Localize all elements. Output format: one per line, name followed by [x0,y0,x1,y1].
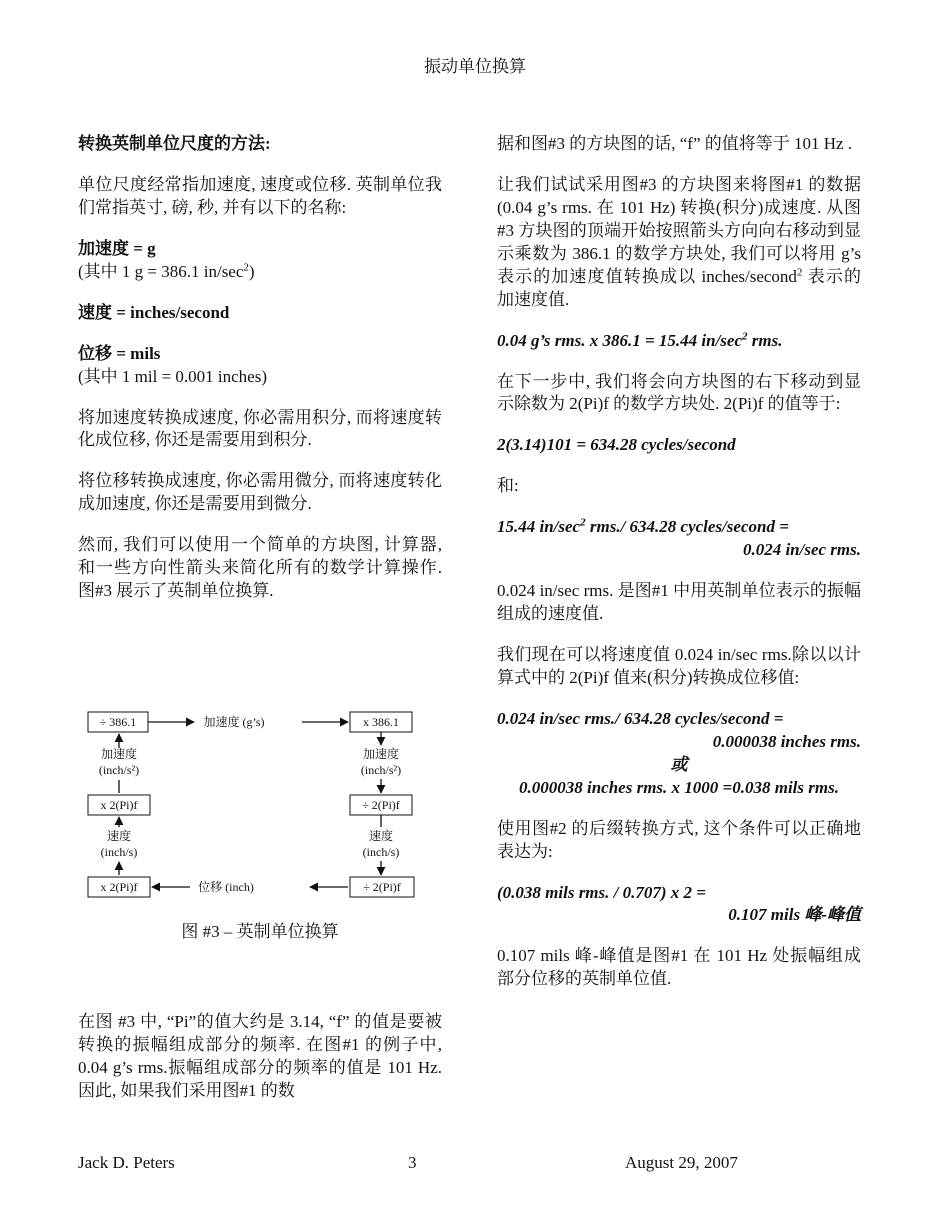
formula-peak: (0.038 mils rms. / 0.707) x 2 = 0.107 mils 峰-峰值 [497,882,861,925]
paragraph: 然而, 我们可以使用一个简单的方块图, 计算器, 和一些方向性箭头来简化所有的数学计算操作. 图#3 展示了英制单位换算. [78,535,442,601]
box-div-2pif-1-label: ÷ 2(Pi)f [362,798,400,812]
box-mul-386-label: x 386.1 [363,715,399,729]
box-div-386-label: ÷ 386.1 [99,715,137,729]
label-vel-unit-left: (inch/s) [100,845,138,859]
label-accel-gs: 加速度 (g’s) [203,715,265,729]
label-disp: 位移 (inch) [198,880,254,894]
paragraph: 据和图#3 的方块图的话, “f” 的值将等于 101 Hz . [497,134,853,153]
left-column-bottom [78,1011,442,1121]
section-heading: 转换英制单位尺度的方法: [78,134,271,153]
right-column [497,133,861,1009]
conversion-diagram [86,700,426,900]
left-column [78,133,442,621]
formula-displacement: 0.024 in/sec rms./ 634.28 cycles/second = 0.000038 inches rms. 或 0.000038 inches rms. x 1000 =0.038 mils rms. [497,708,861,797]
paragraph: 将加速度转换成速度, 你必需用积分, 而将速度转化成位移, 你还是需要用到积分. [78,407,442,450]
footer-date: August 29, 2007 [625,1153,738,1172]
paragraph: 将位移转换成速度, 你必需用微分, 而将速度转化成加速度, 你还是需要用到微分. [78,471,442,514]
paragraph: 0.024 in/sec rms. 是图#1 中用英制单位表示的振幅组成的速度值. [497,581,861,624]
label-accel-right: 加速度 [362,747,400,761]
label-accel-left: 加速度 [100,747,138,761]
formula-accel: 0.04 g’s rms. x 386.1 = 15.44 $in/\sec^2$ rms. [497,329,783,350]
paragraph: 在图 #3 中, “Pi”的值大约是 3.14, “f” 的值是要被转换的振幅组成部分的频率. 在图#1 的例子中, 0.04 g’s rms.振幅组成部分的频率的值是 101 Hz. 因此, 如果我们采用图#1 的数 [78,1012,442,1100]
figure-caption: 图 #3 – 英制单位换算 [181,922,339,941]
accel-note: (其中 1 g = 386.1 $in/\sec^2$) [78,261,255,281]
label-accel-unit-left: (inch/s²) [98,763,140,777]
page-header: 振动单位换算 [424,57,526,76]
box-mul-2pif-2-label: x 2(Pi)f [100,880,138,894]
accel-term: 加速度 = g [78,238,156,258]
label-vel-unit-right: (inch/s) [362,845,400,859]
definition-accel [78,238,442,284]
definition-disp [78,343,442,389]
label-vel-left: 速度 [106,829,132,843]
formula-velocity: 15.44 $in/\sec^2$ rms./ 634.28 cycles/second = 0.024 in/sec rms. [497,516,861,560]
paragraph-and: 和: [497,476,519,496]
disp-term: 位移 = mils [78,343,161,363]
paragraph: 单位尺度经常指加速度, 速度或位移. 英制单位我们常指英寸, 磅, 秒, 并有以下的名称: [78,174,442,217]
velocity-term: 速度 = inches/second [78,302,230,322]
footer-page-number: 3 [408,1153,417,1172]
footer-author: Jack D. Peters [78,1153,175,1172]
box-div-2pif-2-label: ÷ 2(Pi)f [363,880,401,894]
disp-note: (其中 1 mil = 0.001 inches) [78,366,268,386]
label-accel-unit-right: (inch/s²) [360,763,402,777]
paragraph: 0.107 mils 峰-峰值是图#1 在 101 Hz 处振幅组成部分位移的英制单位值. [497,946,861,989]
label-vel-right: 速度 [368,829,394,843]
paragraph: 我们现在可以将速度值 0.024 in/sec rms.除以以计算式中的 2(Pi)f 值来(积分)转换成位移值: [497,645,861,687]
paragraph: 让我们试试采用图#3 的方块图来将图#1 的数据(0.04 g’s rms. 在 101 Hz) 转换(积分)成速度. 从图#3 方块图的顶端开始按照箭头方向向右移动到显示乘数为 386.1 的数学方块处, 我们可以将用 g’s 表示的加速度值转换成以 inches/second$^2$ 表示的加速度值. [497,174,861,309]
paragraph: 使用图#2 的后缀转换方式, 这个条件可以正确地表达为: [497,818,861,861]
box-mul-2pif-1-label: x 2(Pi)f [100,798,138,812]
paragraph: 在下一步中, 我们将会向方块图的右下移动到显示除数为 2(Pi)f 的数学方块处. 2(Pi)f 的值等于: [497,371,861,414]
formula-2pif: 2(3.14)101 = 634.28 cycles/second [497,435,736,455]
